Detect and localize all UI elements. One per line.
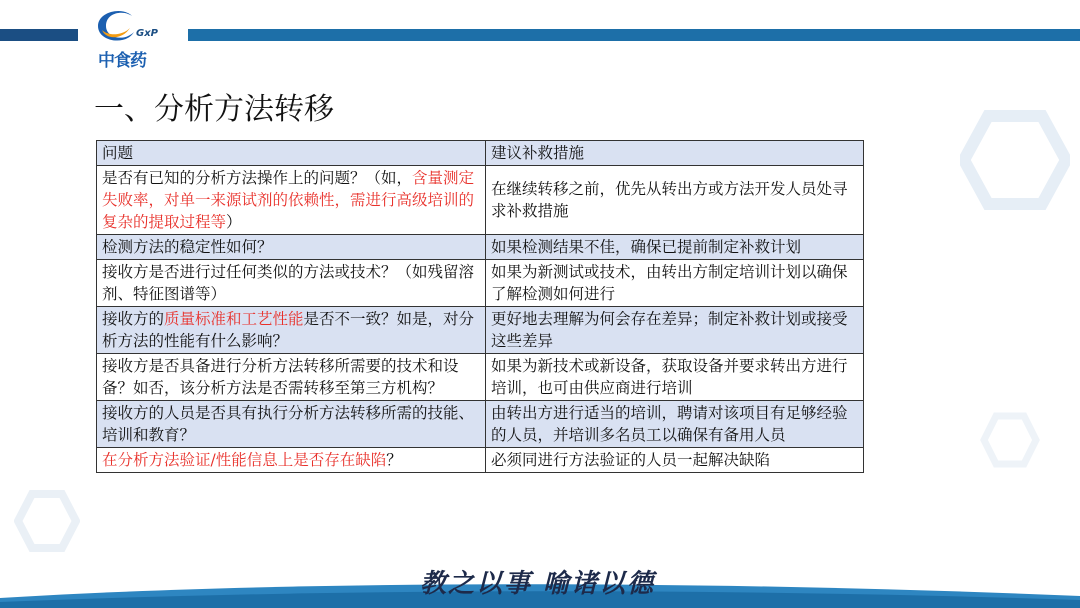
remedy-cell: 如果检测结果不佳，确保已提前制定补救计划 (486, 235, 864, 260)
table-row (97, 235, 864, 260)
question-text: ？ (386, 451, 402, 469)
question-cell (97, 401, 486, 448)
question-text: 是否有已知的分析方法操作上的问题？（如， (102, 169, 413, 187)
question-cell (97, 448, 486, 473)
remedy-cell: 必须同进行方法验证的人员一起解决缺陷 (486, 448, 864, 473)
question-text: 接收方是否进行过任何类似的方法或技术？（如残留溶剂、特征图谱等） (102, 263, 475, 303)
logo-swirl-icon (92, 6, 140, 46)
transfer-issues-table (96, 140, 864, 473)
page-title: 一、分析方法转移 (94, 92, 334, 127)
remedy-cell: 如果为新测试或技术，由转出方制定培训计划以确保了解检测如何进行 (486, 260, 864, 307)
table-row (97, 307, 864, 354)
logo-cn-text: 中食药 (98, 51, 146, 71)
question-cell (97, 235, 486, 260)
table-row (97, 260, 864, 307)
question-cell (97, 260, 486, 307)
remedy-cell: 由转出方进行适当的培训，聘请对该项目有足够经验的人员，并培训多名员工以确保有备用人员 (486, 401, 864, 448)
footer-motto: 教之以事 喻诸以德 (420, 569, 656, 599)
question-text: 接收方的人员是否具有执行分析方法转移所需的技能、培训和教育？ (102, 404, 475, 444)
header-bar-right (188, 29, 1080, 41)
question-emphasis-text: 含量测定失败率，对单一来源试剂的依赖性，需进行高级培训的复杂的提取过程等 (102, 169, 475, 231)
decorative-hexagon-large (960, 110, 1070, 210)
question-cell (97, 166, 486, 235)
question-text: 检测方法的稳定性如何？ (102, 238, 273, 256)
question-text: 接收方的 (102, 310, 165, 328)
decorative-hexagon-small-right (980, 412, 1040, 468)
table-row (97, 401, 864, 448)
table-row (97, 166, 864, 235)
decorative-hexagon-left (14, 490, 80, 552)
question-emphasis-text: 在分析方法验证/性能信息上是否存在缺陷 (102, 451, 387, 469)
company-logo (92, 6, 172, 71)
question-text: ） (226, 213, 242, 231)
column-header-remedy: 建议补救措施 (486, 141, 864, 166)
header-bar-left (0, 29, 78, 41)
remedy-cell: 在继续转移之前，优先从转出方或方法开发人员处寻求补救措施 (486, 166, 864, 235)
question-text: 是否不一致？如是，对分析方法的性能有什么影响？ (102, 310, 475, 350)
logo-gxp-text: GxP (136, 28, 158, 39)
column-header-question: 问题 (97, 141, 486, 166)
question-emphasis-text: 质量标准和工艺性能 (164, 310, 304, 328)
remedy-cell: 如果为新技术或新设备，获取设备并要求转出方进行培训，也可由供应商进行培训 (486, 354, 864, 401)
table-row (97, 448, 864, 473)
question-cell (97, 354, 486, 401)
table-header-row (97, 141, 864, 166)
question-cell (97, 307, 486, 354)
table-row (97, 354, 864, 401)
question-text: 接收方是否具备进行分析方法转移所需要的技术和设备？如否，该分析方法是否需转移至第三方机构？ (102, 357, 459, 397)
remedy-cell: 更好地去理解为何会存在差异；制定补救计划或接受这些差异 (486, 307, 864, 354)
